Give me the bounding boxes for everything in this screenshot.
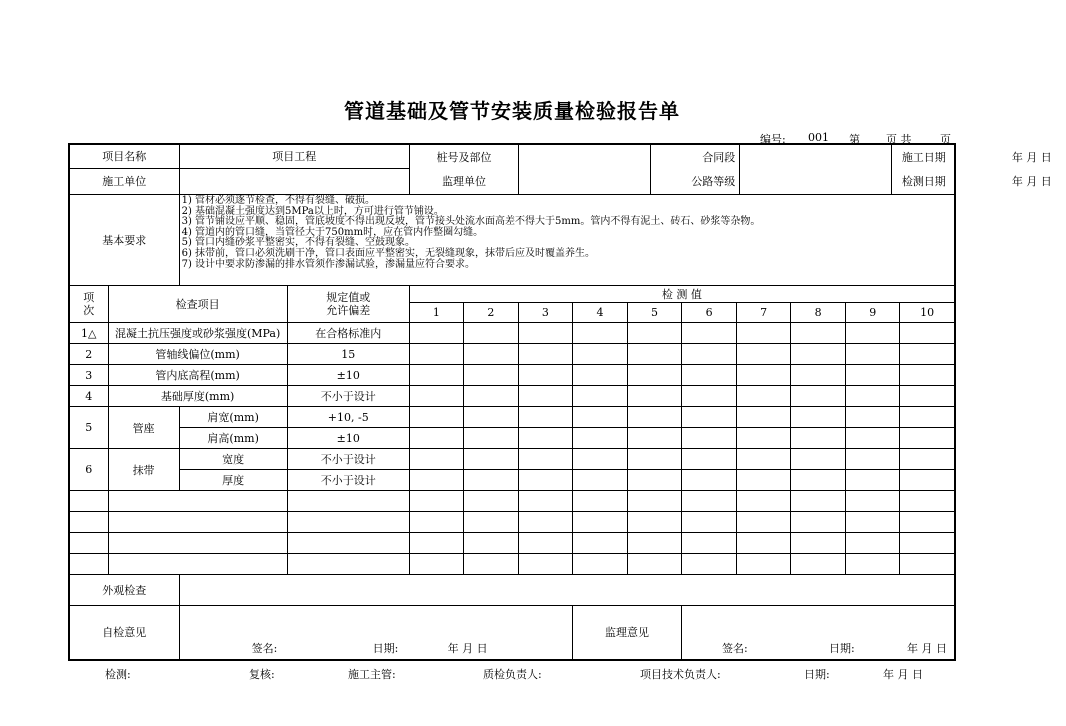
- row-item: 基础厚度(mm): [108, 386, 287, 407]
- footer-reviewer: 复核:: [249, 668, 275, 681]
- no-header: 项 次: [69, 286, 108, 323]
- measured-header: 检 测 值: [409, 286, 955, 303]
- requirement-item: 4) 管道内的管口缝，当管径大于750mm时，应在管内作整圈勾缝。: [181, 226, 484, 238]
- table-row: [69, 344, 955, 365]
- footer-qc-chief: 质检负责人:: [483, 668, 542, 681]
- empty-row: [69, 512, 955, 533]
- table-row: [69, 386, 955, 407]
- row-spec: +10, -5: [287, 407, 409, 428]
- footer-date-value: 年 月 日: [883, 668, 923, 681]
- inspection-date-label: 检测日期: [892, 168, 956, 194]
- road-grade-label: 公路等级: [651, 168, 740, 194]
- row-spec: ±10: [287, 428, 409, 449]
- row-item: 管轴线偏位(mm): [108, 344, 287, 365]
- row-no: 1△: [69, 323, 108, 344]
- row-no: 4: [69, 386, 108, 407]
- measure-col-4: 4: [572, 303, 627, 323]
- inspection-date-value[interactable]: 年 月 日: [1011, 175, 1052, 188]
- self-check-area[interactable]: [179, 606, 572, 660]
- footer-date-label: 日期:: [804, 668, 830, 681]
- requirement-item: 6) 抹带前，管口必须洗刷干净，管口表面应平整密实，无裂缝现象，抹带后应及时覆盖养生。: [181, 247, 596, 259]
- requirement-item: 2) 基础混凝土强度达到5MPa以上时，方可进行管节铺设。: [181, 205, 444, 217]
- row-spec: ±10: [287, 365, 409, 386]
- station-value[interactable]: [519, 145, 651, 168]
- project-name-value[interactable]: 项目工程: [179, 144, 409, 168]
- table-row: [69, 323, 955, 344]
- row-spec: 不小于设计: [287, 470, 409, 491]
- header-row-2: [410, 168, 1066, 194]
- measure-col-9: 9: [846, 303, 900, 323]
- page-mid: 页 共: [886, 133, 912, 146]
- measure-col-7: 7: [737, 303, 791, 323]
- header-row-1: [410, 145, 1066, 168]
- appearance-label: 外观检查: [69, 575, 179, 606]
- row-item: 管内底高程(mm): [108, 365, 287, 386]
- row-spec: 不小于设计: [287, 449, 409, 470]
- footer-inspector: 检测:: [105, 668, 131, 681]
- row-group: 抹带: [108, 449, 179, 491]
- self-check-date-label: 日期:: [372, 641, 399, 655]
- supervision-unit-label: 监理单位: [410, 168, 519, 194]
- road-grade-value[interactable]: [740, 168, 892, 194]
- row-subitem: 厚度: [179, 470, 287, 491]
- row-spec: 在合格标准内: [287, 323, 409, 344]
- empty-row: [69, 554, 955, 575]
- report-table: [68, 143, 1052, 661]
- requirements-list: [179, 195, 955, 286]
- supervision-opinion-area[interactable]: [682, 606, 955, 660]
- footer-construction-chief: 施工主管:: [348, 668, 396, 681]
- empty-row: [69, 491, 955, 512]
- table-row: [69, 428, 955, 449]
- self-check-sign-label: 签名:: [251, 641, 278, 655]
- row-group: 管座: [108, 407, 179, 449]
- requirement-item: 3) 管节铺设应平顺、稳固，管底坡度不得出现反坡，管节接头处流水面高差不得大于5mm。管内不得有泥土、砖石、砂浆等杂物。: [181, 216, 761, 228]
- table-row: [69, 470, 955, 491]
- self-check-label: 自检意见: [69, 606, 179, 660]
- requirements-label: 基本要求: [69, 195, 179, 286]
- row-no: 2: [69, 344, 108, 365]
- table-row: [69, 407, 955, 428]
- supervision-date-label: 日期:: [829, 641, 855, 655]
- measure-col-3: 3: [518, 303, 572, 323]
- empty-row: [69, 533, 955, 554]
- supervision-sign-label: 签名:: [722, 641, 748, 655]
- item-header: 检查项目: [108, 286, 287, 323]
- self-check-date-value: 年 月 日: [447, 641, 488, 655]
- requirement-item: 5) 管口内缝砂浆平整密实，不得有裂缝、空鼓现象。: [181, 237, 416, 249]
- supervision-date-value: 年 月 日: [907, 641, 948, 655]
- row-item: 混凝土抗压强度或砂浆强度(MPa): [108, 323, 287, 344]
- row-subitem: 宽度: [179, 449, 287, 470]
- requirement-item: 7) 设计中要求防渗漏的排水管须作渗漏试验，渗漏量应符合要求。: [181, 258, 476, 270]
- spec-header: 规定值或 允许偏差: [287, 286, 409, 323]
- measure-col-6: 6: [682, 303, 737, 323]
- page-suffix: 页: [940, 133, 951, 146]
- report-title: 管道基础及管节安装质量检验报告单: [344, 99, 680, 123]
- measure-col-1: 1: [409, 303, 463, 323]
- measure-col-8: 8: [791, 303, 846, 323]
- row-subitem: 肩高(mm): [179, 428, 287, 449]
- construction-date-label: 施工日期: [892, 145, 956, 168]
- row-spec: 15: [287, 344, 409, 365]
- footer-tech-chief: 项目技术负责人:: [640, 668, 721, 681]
- supervision-unit-value[interactable]: [519, 168, 651, 194]
- table-row: [69, 365, 955, 386]
- row-spec: 不小于设计: [287, 386, 409, 407]
- contractor-value[interactable]: [179, 168, 409, 195]
- contractor-label: 施工单位: [69, 168, 179, 195]
- row-no: 5: [69, 407, 108, 449]
- row-no: 3: [69, 365, 108, 386]
- page-prefix: 第: [849, 133, 860, 146]
- appearance-value[interactable]: [179, 575, 955, 606]
- contract-label: 合同段: [651, 145, 740, 168]
- measure-col-2: 2: [463, 303, 518, 323]
- row-no: 6: [69, 449, 108, 491]
- table-row: [69, 449, 955, 470]
- serial-label: 编号:: [760, 133, 786, 146]
- row-subitem: 肩宽(mm): [179, 407, 287, 428]
- supervision-opinion-label: 监理意见: [572, 606, 681, 660]
- serial-number: 001: [808, 131, 829, 144]
- measure-col-10: 10: [900, 303, 955, 323]
- project-name-label: 项目名称: [69, 144, 179, 168]
- contract-value[interactable]: [740, 145, 892, 168]
- station-label: 桩号及部位: [410, 145, 519, 168]
- construction-date-value[interactable]: 年 月 日: [1011, 150, 1052, 164]
- measure-col-5: 5: [628, 303, 682, 323]
- requirement-item: 1) 管材必须逐节检查，不得有裂缝、破损。: [181, 195, 376, 206]
